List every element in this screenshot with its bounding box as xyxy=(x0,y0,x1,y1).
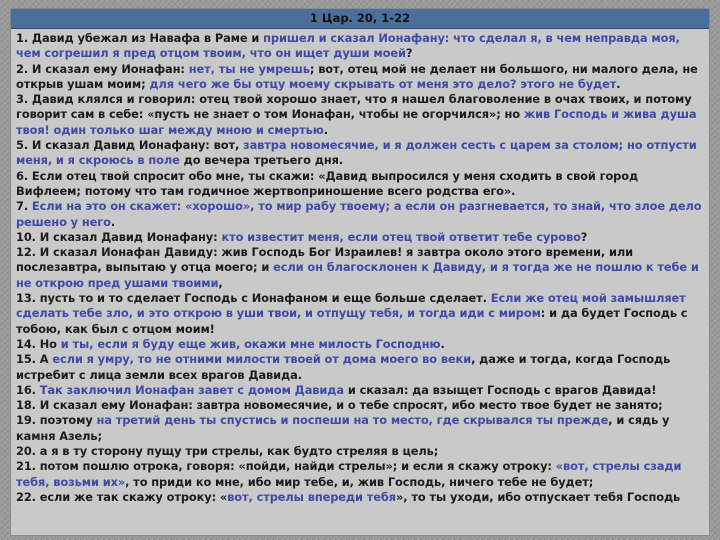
highlighted-text: жив Господь и жива душа твоя! один только шаг между мною и смертью xyxy=(16,107,697,137)
highlighted-text: на третий день ты спустись и поспеши на то место, где скрывался ты прежде xyxy=(96,413,609,428)
verse-text: 16. xyxy=(16,382,40,397)
verse-paragraph xyxy=(16,62,704,93)
verse-text: , то приди ко мне, ибо мир тебе, и, жив Господь, ничего тебе не будет; xyxy=(125,474,594,489)
verse-paragraph xyxy=(16,413,704,444)
verse-text: , xyxy=(218,275,223,290)
verse-paragraph xyxy=(16,31,704,62)
verse-paragraph xyxy=(16,352,704,383)
verse-text: 10. И сказал Давид Ионафану: xyxy=(16,229,222,244)
highlighted-text: и ты, если я буду еще жив, окажи мне милость Господню xyxy=(60,336,441,351)
verse-text: ? xyxy=(580,229,588,244)
verse-text: 14. Но xyxy=(16,336,61,351)
verse-text: 13. пусть то и то сделает Господь с Ионафаном и еще больше сделает. xyxy=(16,291,491,306)
verse-text: , даже и тогда, когда Господь истребит с лица земли всех врагов Давида. xyxy=(16,352,671,382)
verse-text: . xyxy=(323,122,328,137)
verse-paragraph xyxy=(16,169,704,200)
verse-text: », то ты уходи, ибо отпускает тебя Господь xyxy=(395,489,681,504)
verse-paragraph xyxy=(16,92,704,138)
verse-paragraph xyxy=(16,444,704,459)
verse-text: 2. И сказал ему Ионафан: xyxy=(16,61,189,76)
verse-paragraph xyxy=(16,459,704,490)
verse-text: 1. Давид убежал из Навафа в Раме и xyxy=(16,31,264,45)
highlighted-text: Так заключил Ионафан завет с домом Давида xyxy=(39,382,344,397)
highlighted-text: «вот, стрелы сзади тебя, возьми их» xyxy=(16,459,682,489)
verse-paragraph xyxy=(16,490,704,505)
verse-paragraph xyxy=(16,138,704,169)
verse-text: и сказал: да взыщет Господь с врагов Давида! xyxy=(343,382,657,397)
verse-text: . xyxy=(616,76,621,91)
highlighted-text: Если на это он скажет: «хорошо», то мир рабу твоему; а если он разгневается, то знай, что злое дело решено у него xyxy=(16,199,702,229)
verse-text: 15. А xyxy=(16,352,53,367)
highlighted-text: пришел и сказал Ионафану: что сделал я, в чем неправда моя, чем согрешил я пред отцом твоим, что он ищет души моей xyxy=(16,31,680,61)
page-title: 1 Цар. 20, 1-22 xyxy=(309,11,411,25)
title-bar xyxy=(11,9,709,29)
verse-paragraph xyxy=(16,230,704,245)
highlighted-text: если я умру, то не отними милости твоей от дома моего во веки xyxy=(52,352,472,367)
verse-text: 3. Давид клялся и говорил: отец твой хорошо знает, что я нашел благоволение в очах твоих, и потому говорит сам в себе: «пусть не знает о том Ионафан, чтобы не огорчился»; но xyxy=(16,92,692,122)
highlighted-text: нет, ты не умрешь xyxy=(188,61,310,76)
verse-text: ? xyxy=(405,46,413,61)
verse-text: 22. если же так скажу отроку: « xyxy=(16,489,228,504)
verse-text: 21. потом пошлю отрока, говоря: «пойди, найди стрелы»; и если я скажу отроку: xyxy=(16,459,556,474)
highlighted-text: вот, стрелы впереди тебя xyxy=(227,489,396,504)
highlighted-text: если он благосклонен к Давиду, и я тогда же не пошлю к тебе и не открою пред ушами твоими xyxy=(16,260,699,290)
verse-text: 20. а я в ту сторону пущу три стрелы, как будто стреляя в цель; xyxy=(16,444,439,459)
verse-paragraph xyxy=(16,291,704,337)
verse-text: 12. И сказал Ионафан Давиду: жив Господь Бог Израилев! я завтра около этого времени, или послезавтра, выпытаю у отца моего; и xyxy=(16,245,633,275)
verse-text: до вечера третьего дня. xyxy=(179,153,344,168)
verse-text: . xyxy=(110,214,116,229)
verse-text: 19. поэтому xyxy=(16,413,97,428)
slide xyxy=(10,8,710,536)
verse-paragraph xyxy=(16,199,704,230)
verse-paragraph xyxy=(16,337,704,352)
scripture-text xyxy=(11,29,709,505)
verse-paragraph xyxy=(16,383,704,398)
verse-text: 6. Если отец твой спросит обо мне, ты скажи: «Давид выпросился у меня сходить в свой город Вифлеем; потому что там годичное жертвоприношение всего родства его». xyxy=(16,168,639,198)
verse-text: 7. xyxy=(16,199,32,214)
highlighted-text: кто известит меня, если отец твой ответит тебе сурово xyxy=(221,229,581,244)
verse-paragraph xyxy=(16,398,704,413)
verse-text: 5. И сказал Давид Ионафану: вот, xyxy=(16,138,244,153)
verse-text: 18. И сказал ему Ионафан: завтра новомесячие, и о тебе спросят, ибо место твое будет не занято; xyxy=(16,398,663,413)
highlighted-text: для чего же бы отцу моему скрывать от меня это дело? этого не будет xyxy=(149,76,617,91)
verse-paragraph xyxy=(16,245,704,291)
verse-text: : и да будет Господь с тобою, как был с отцом моим! xyxy=(16,306,688,336)
highlighted-text: завтра новомесячие, и я должен сесть с царем за столом; но отпусти меня, и я скроюсь в поле xyxy=(16,138,697,168)
verse-text: . xyxy=(440,336,445,351)
verse-text: , и сядь у камня Азель; xyxy=(16,413,670,443)
verse-text: ; вот, отец мой не делает ни большого, ни малого дела, не открыв ушам моим; xyxy=(16,61,698,91)
highlighted-text: Если же отец мой замышляет сделать тебе зло, и это открою в уши твои, и отпущу тебя, и тогда иди с миром xyxy=(16,291,686,321)
